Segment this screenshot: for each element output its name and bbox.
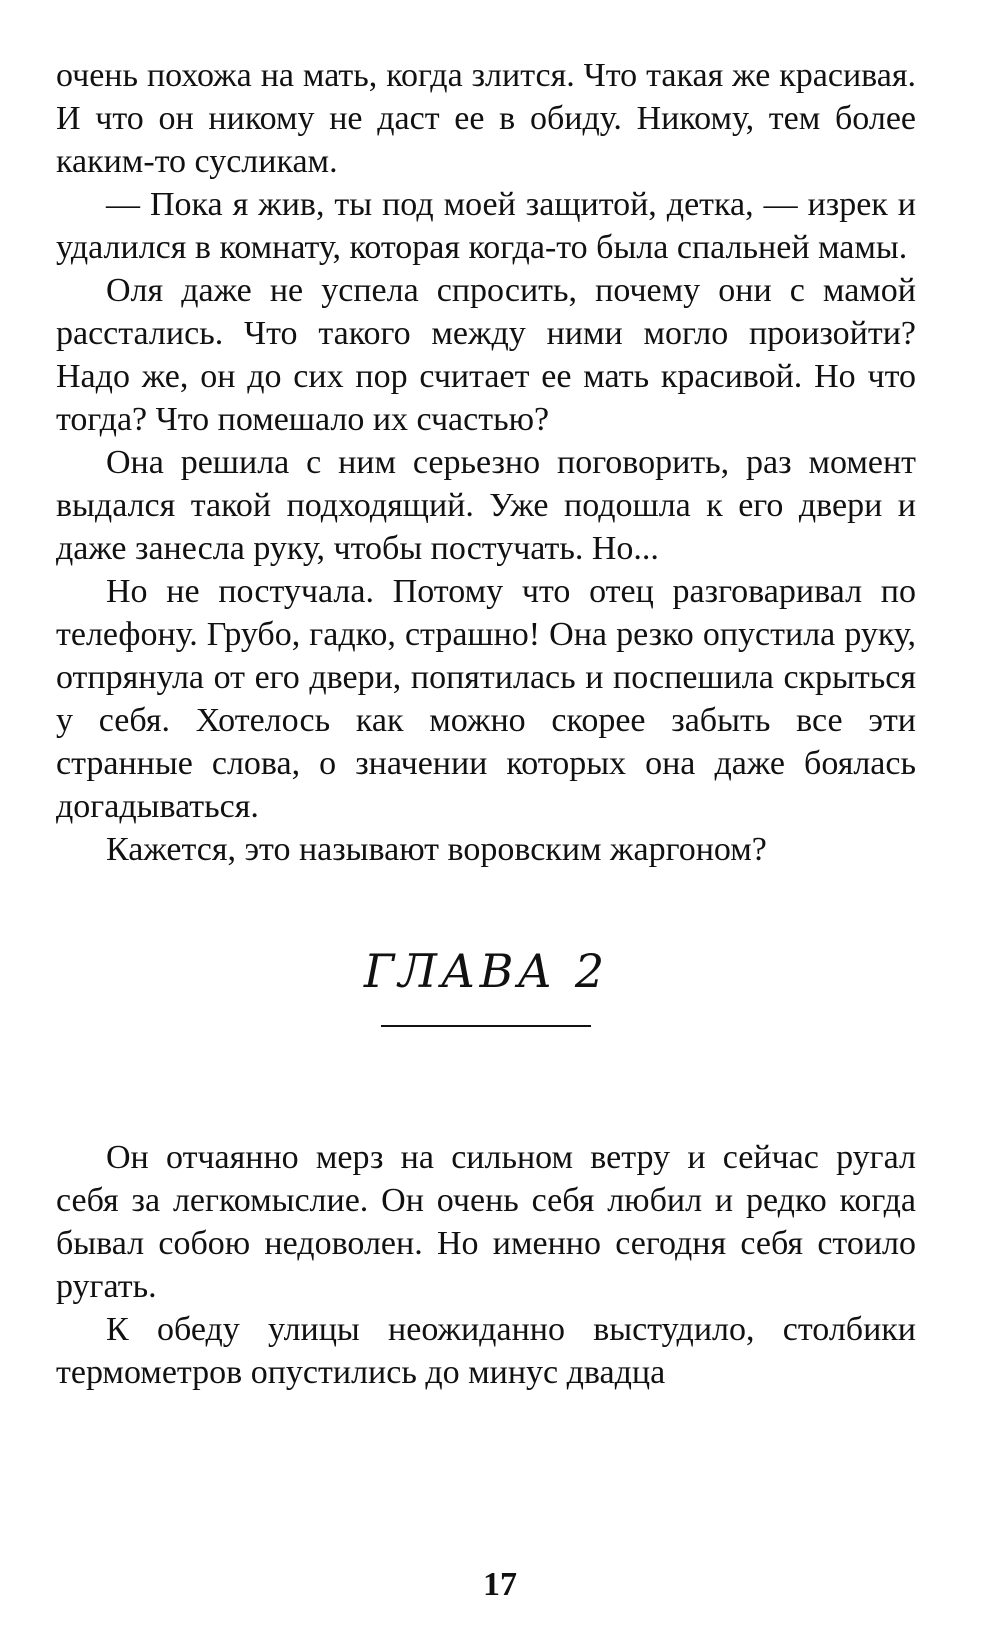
chapter-heading-block <box>56 871 916 1136</box>
paragraph: Кажется, это называют воровским жаргоном? <box>106 831 767 868</box>
paragraph-continuation: очень похожа на мать, когда злится. Что такая же красивая. И что он никому не даст ее в обиду. Никому, тем более каким-то сусликам. <box>56 57 916 180</box>
paragraph: Он отчаянно мерз на сильном ветру и сейчас ругал себя за легкомыслие. Он очень себя любил и редко когда бывал собою недоволен. Но именно сегодня себя стоило ругать. <box>56 1139 916 1305</box>
page-number: 17 <box>483 1566 517 1603</box>
paragraph: Оля даже не успела спросить, почему они с мамой расстались. Что такого между ними могло произойти? Надо же, он до сих пор считает ее мать красивой. Но что тогда? Что помешало их счастью? <box>56 272 916 438</box>
chapter-divider <box>381 1025 591 1027</box>
chapter-title: ГЛАВА 2 <box>363 944 609 998</box>
paragraph: Но не постучала. Потому что отец разговаривал по телефону. Грубо, гадко, страшно! Она резко опустила руку, отпрянула от его двери, попятилась и поспешила скрыться у себя. Хотелось как можно скорее забыть все эти странные слова, о значении которых она даже боялась догадываться. <box>56 573 916 825</box>
paragraph: К обеду улицы неожиданно выстудило, столбики термометров опустились до минус двадца <box>56 1311 916 1391</box>
book-page <box>56 54 916 1394</box>
paragraph-dialogue: — Пока я жив, ты под моей защитой, детка, — изрек и удалился в комнату, которая когда-то была спальней мамы. <box>56 186 916 266</box>
paragraph: Она решила с ним серьезно поговорить, раз момент выдался такой подходящий. Уже подошла к его двери и даже занесла руку, чтобы постучать. Но... <box>56 444 916 567</box>
